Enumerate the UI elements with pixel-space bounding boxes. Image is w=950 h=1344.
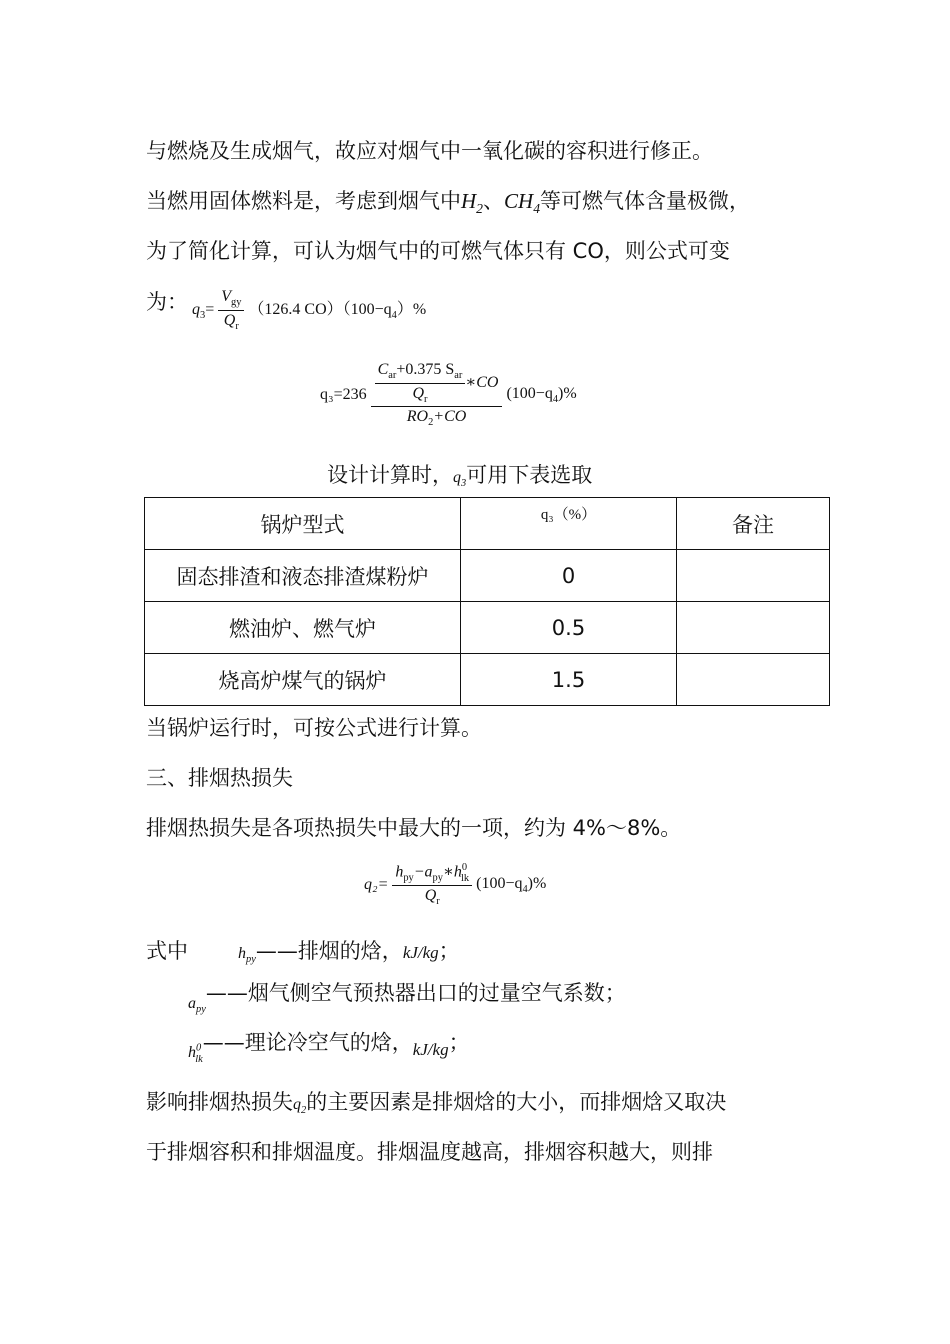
- paragraph-factors: 影响排烟热损失$q_2$的主要因素是排烟焓的大小，而排烟焓又取决: [146, 1090, 727, 1117]
- paragraph-formula-lead: [146, 287, 188, 317]
- paragraph-co-correction: [146, 136, 713, 166]
- table-cell: 燃油炉、燃气炉: [145, 602, 461, 654]
- paragraph-operation: 当锅炉运行时，可按公式进行计算。: [146, 716, 482, 740]
- formula-q3-simple: $q_3=$ $\frac{V_{gy}}{Q_r}$ （126.4 $CO)(100-q_4)\%$: [192, 288, 427, 332]
- table-cell: [677, 550, 830, 602]
- formula-q2: q₂= $\frac{h_{py}-a_{py}∗h^0_{lk}}{Q_r}$ $(100-q_4)\%$: [364, 862, 547, 908]
- table-cell: 固态排渣和液态排渣煤粉炉: [145, 550, 461, 602]
- formula-q3-full: q₃=236 $\frac{C_{ar}+0.375 S_{ar}}{Q_r}$ ∗CO $RO_2+CO$ $(100-q_4)\%$: [320, 361, 577, 429]
- outer-fraction: $\frac{C_{ar}+0.375 S_{ar}}{Q_r}$ ∗CO $RO_2+CO$: [371, 360, 503, 430]
- paragraph-simplify: [146, 236, 730, 266]
- definition-h-py: $h_{py}——$排烟的焓，kJ/kg；: [238, 939, 460, 966]
- separator: 、: [483, 189, 504, 213]
- paragraph-text: 当燃用固体燃料是，考虑到烟气中: [146, 189, 461, 213]
- h2-symbol: $H_2$: [461, 189, 483, 217]
- inner-fraction: $\frac{C_{ar}+0.375 S_{ar}}{Q_r}$: [375, 360, 466, 406]
- table-row: [145, 602, 830, 654]
- table-cell: 烧高炉煤气的锅炉: [145, 654, 461, 706]
- header-boiler-type: 锅炉型式: [145, 498, 461, 550]
- fraction: $\frac{h_{py}-a_{py}∗h^0_{lk}}{Q_r}$: [392, 862, 472, 909]
- table-row: [145, 654, 830, 706]
- header-remark: 备注: [677, 498, 830, 550]
- table-cell: 0.5: [461, 602, 677, 654]
- paragraph-text: 等可燃气体含量极微，: [540, 189, 751, 213]
- paragraph-text: 为：: [146, 290, 188, 314]
- definition-lead: 式中: [146, 939, 188, 963]
- table-cell: [677, 602, 830, 654]
- definition-a-py: $_{a_{py}}$——烟气侧空气预热器出口的过量空气系数；: [188, 981, 626, 1016]
- fraction: $\frac{V_{gy}}{Q_r}$: [218, 287, 244, 333]
- table-cell: 1.5: [461, 654, 677, 706]
- definition-h-lk: $_{h^0_{lk}}$——理论冷空气的焓，$_{kJ/kg}$；: [188, 1030, 470, 1065]
- ch4-symbol: $CH_4$: [504, 189, 541, 217]
- table-caption: 设计计算时，$q_3$可用下表选取: [327, 463, 593, 490]
- q3-table: [144, 497, 830, 706]
- paragraph-solid-fuel: [146, 186, 750, 224]
- table-row: [145, 550, 830, 602]
- header-q3: q₃（%）: [461, 498, 677, 550]
- paragraph-text: 为了简化计算，可认为烟气中的可燃气体只有 CO，则公式可变: [146, 239, 730, 263]
- paragraph-exhaust-loss: 排烟热损失是各项热损失中最大的一项，约为 4%～8%。: [146, 816, 682, 840]
- table-cell: [677, 654, 830, 706]
- table-cell: 0: [461, 550, 677, 602]
- paragraph-volume-temp: 于排烟容积和排烟温度。排烟温度越高，排烟容积越大，则排: [146, 1140, 713, 1164]
- section-heading: 三、排烟热损失: [146, 766, 293, 790]
- paragraph-text: 与燃烧及生成烟气，故应对烟气中一氧化碳的容积进行修正。: [146, 139, 713, 163]
- table-header-row: [145, 498, 830, 550]
